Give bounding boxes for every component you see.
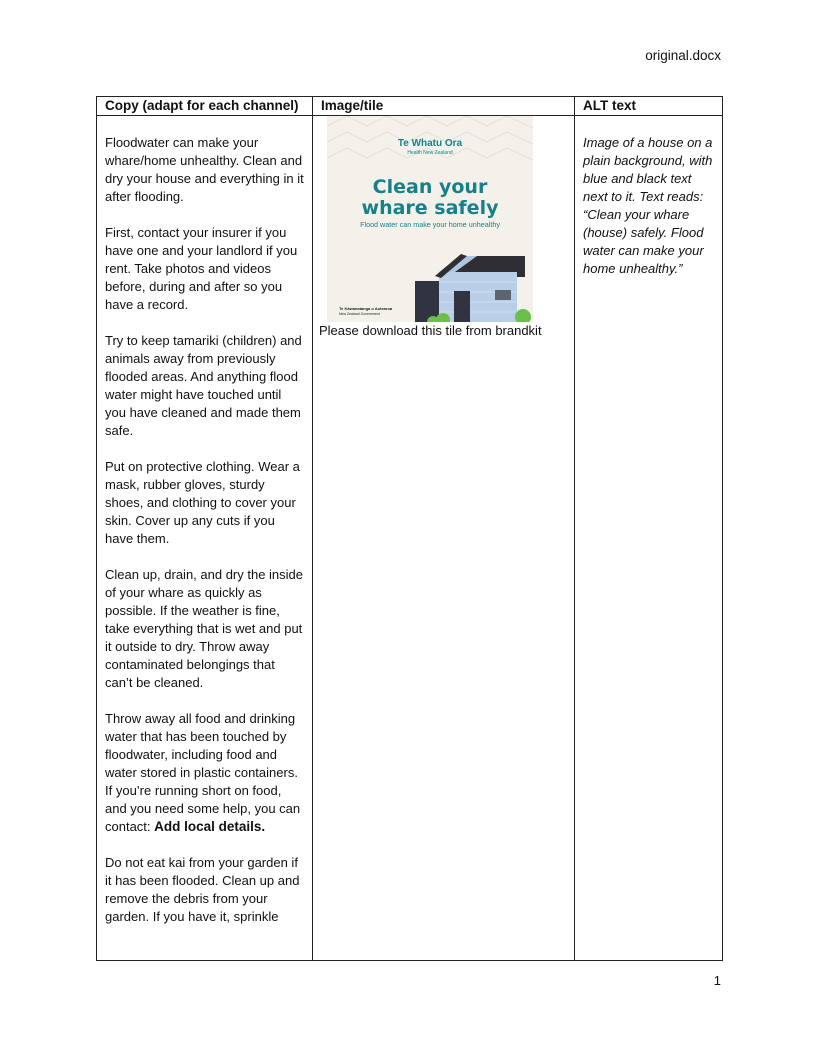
campaign-tile-image [327, 116, 533, 322]
copy-paragraph-food [105, 710, 304, 836]
tile-headline-line1: Clean your [372, 176, 488, 198]
copy-paragraph: Floodwater can make your whare/home unhealthy. Clean and dry your house and everything in it after flooding. [105, 135, 304, 204]
content-table [96, 96, 723, 961]
copy-paragraph: Do not eat kai from your garden if it has been flooded. Clean up and remove the debris from your garden. If you have it, sprinkle [105, 855, 300, 924]
copy-paragraph: First, contact your insurer if you have one and your landlord if you rent. Take photos and videos before, during and after so you have a record. [105, 225, 298, 312]
copy-paragraph: Clean up, drain, and dry the inside of your whare as quickly as possible. If the weather is fine, take everything that is wet and put it outside to dry. Throw away contaminated belongings that can’t be cleaned. [105, 567, 304, 690]
tile-brand-sub: Health New Zealand [407, 150, 453, 156]
table-header-row [97, 97, 723, 116]
tile-footer-line1: Te Kāwanatanga o Aotearoa [339, 306, 393, 311]
alt-text: Image of a house on a plain background, with blue and black text next to it. Text reads: “Clean your whare (house) safely. Flood water can make your home unhealthy.” [583, 135, 713, 276]
page-number: 1 [713, 973, 721, 988]
tile-graphic [327, 116, 533, 322]
image-caption: Please download this tile from brandkit [319, 323, 542, 338]
image-cell [313, 116, 575, 961]
copy-paragraph-text: Throw away all food and drinking water that has been touched by floodwater, including food and water stored in plastic containers. If you’re running short on food, and you need some help, you can contact: [105, 711, 301, 834]
local-details-placeholder: Add local details. [154, 819, 266, 834]
header-alt-text: ALT text [575, 97, 723, 116]
alt-text-cell [575, 116, 723, 961]
copy-cell [97, 116, 313, 961]
copy-paragraph: Put on protective clothing. Wear a mask, rubber gloves, sturdy shoes, and clothing to cover your skin. Cover up any cuts if you have them. [105, 459, 300, 546]
tile-brand: Te Whatu Ora [397, 138, 463, 149]
copy-paragraph: Try to keep tamariki (children) and animals away from previously flooded areas. And anything flood water might have touched until you have cleaned and made them safe. [105, 333, 302, 438]
house-icon [415, 254, 531, 322]
header-image-tile: Image/tile [313, 97, 575, 116]
header-copy: Copy (adapt for each channel) [97, 97, 313, 116]
table-row [97, 116, 723, 961]
tile-subhead: Flood water can make your home unhealthy [360, 220, 500, 229]
document-filename: original.docx [645, 48, 721, 63]
tile-footer-line2: New Zealand Government [339, 312, 380, 316]
tile-headline-line2: whare safely [361, 197, 499, 219]
